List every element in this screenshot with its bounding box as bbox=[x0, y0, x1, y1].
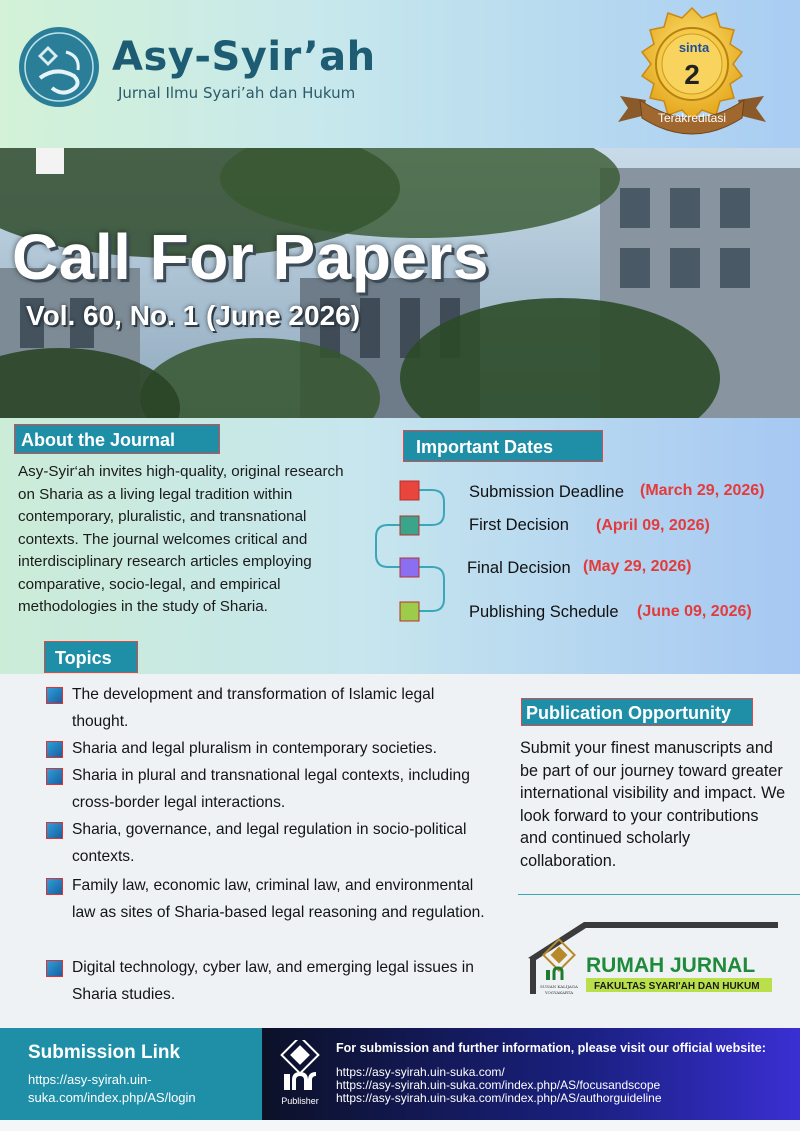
submission-link[interactable]: https://asy-syirah.uin-suka.com/index.php/AS/login bbox=[28, 1072, 196, 1105]
date-value-publishing: (June 09, 2026) bbox=[637, 603, 752, 620]
date-marker-1 bbox=[400, 481, 419, 500]
date-marker-2 bbox=[400, 516, 419, 535]
website-links bbox=[336, 1066, 662, 1105]
website-link-focus-scope[interactable]: https://asy-syirah.uin-suka.com/index.php/AS/focusandscope bbox=[336, 1078, 661, 1092]
date-value-final-decision: (May 29, 2026) bbox=[583, 558, 692, 575]
date-label-publishing: Publishing Schedule bbox=[469, 603, 619, 621]
about-heading: About the Journal bbox=[14, 424, 220, 454]
rumah-faculty: FAKULTAS SYARI'AH DAN HUKUM bbox=[594, 981, 760, 992]
bottom-strip bbox=[0, 1120, 800, 1131]
rumah-jurnal-name: RUMAH JURNAL bbox=[586, 954, 756, 977]
about-text: Asy-Syir‘ah invites high-quality, original research on Sharia as a living legal tradition within contemporary, pluralistic, and transnational contexts. The journal welcomes critical and interdisciplinary research articles employing comparative, socio-legal, and empirical methodologies in the study of Sharia. bbox=[18, 463, 344, 615]
bullet-icon bbox=[46, 768, 63, 785]
corner-square bbox=[36, 148, 64, 174]
date-label-final-decision: Final Decision bbox=[467, 559, 571, 577]
campus-photo bbox=[0, 148, 800, 448]
ribbon-text: Terakreditasi bbox=[657, 111, 727, 125]
sinta-rank: 2 bbox=[684, 59, 700, 90]
topic-item: The development and transformation of Islamic legal thought. bbox=[46, 681, 491, 735]
call-for-papers-title: Call For Papers bbox=[12, 221, 489, 293]
date-value-first-decision: (April 09, 2026) bbox=[596, 517, 710, 534]
journal-subtitle: Jurnal Ilmu Syari’ah dan Hukum bbox=[118, 84, 356, 102]
bullet-icon bbox=[46, 741, 63, 758]
important-dates-heading: Important Dates bbox=[403, 430, 603, 462]
bullet-icon bbox=[46, 822, 63, 839]
volume-issue: Vol. 60, No. 1 (June 2026) bbox=[26, 300, 361, 331]
topic-item: Sharia, governance, and legal regulation in socio-political contexts. bbox=[46, 816, 491, 870]
topic-item: Digital technology, cyber law, and emerging legal issues in Sharia studies. bbox=[46, 954, 491, 1008]
sinta-brand: sinta bbox=[678, 40, 710, 55]
submission-link-title: Submission Link bbox=[28, 1042, 181, 1063]
date-label-submission: Submission Deadline bbox=[469, 483, 625, 501]
uin-city: YOGYAKARTA bbox=[544, 990, 574, 995]
visit-website-text: For submission and further information, please visit our official website: bbox=[336, 1041, 766, 1055]
topic-item: Sharia and legal pluralism in contemporary societies. bbox=[46, 735, 491, 762]
publication-opportunity-heading: Publication Opportunity bbox=[521, 698, 753, 726]
publisher-label: Publisher bbox=[281, 1096, 319, 1106]
topic-item: Sharia in plural and transnational legal contexts, including cross-border legal interactions. bbox=[46, 762, 491, 816]
topic-item: Family law, economic law, criminal law, and environmental law as sites of Sharia-based legal reasoning and regulation. bbox=[46, 872, 491, 926]
website-link-home[interactable]: https://asy-syirah.uin-suka.com/ bbox=[336, 1065, 505, 1079]
timeline-connector bbox=[370, 475, 460, 635]
rumah-jurnal-logo bbox=[524, 918, 784, 998]
sinta-accreditation-badge bbox=[616, 4, 768, 140]
topics-heading: Topics bbox=[44, 641, 138, 673]
divider bbox=[518, 894, 800, 895]
hero-banner bbox=[0, 148, 800, 448]
date-marker-3 bbox=[400, 558, 419, 577]
bullet-icon bbox=[46, 878, 63, 895]
journal-name: Asy-Syir’ah bbox=[112, 34, 376, 80]
bullet-icon bbox=[46, 687, 63, 704]
journal-logo-icon bbox=[16, 26, 102, 108]
publication-text: Submit your finest manuscripts and be part of our journey toward greater international visibility and impact. We look forward to your contributions and continued scholarly collaboration. bbox=[520, 739, 786, 870]
date-label-first-decision: First Decision bbox=[469, 516, 569, 534]
website-link-author-guideline[interactable]: https://asy-syirah.uin-suka.com/index.php/AS/authorguideline bbox=[336, 1091, 662, 1105]
publisher-logo-icon bbox=[276, 1040, 324, 1110]
date-value-submission: (March 29, 2026) bbox=[640, 482, 765, 499]
date-marker-4 bbox=[400, 602, 419, 621]
bullet-icon bbox=[46, 960, 63, 977]
uin-name: SUNAN KALIJAGA bbox=[540, 984, 578, 989]
